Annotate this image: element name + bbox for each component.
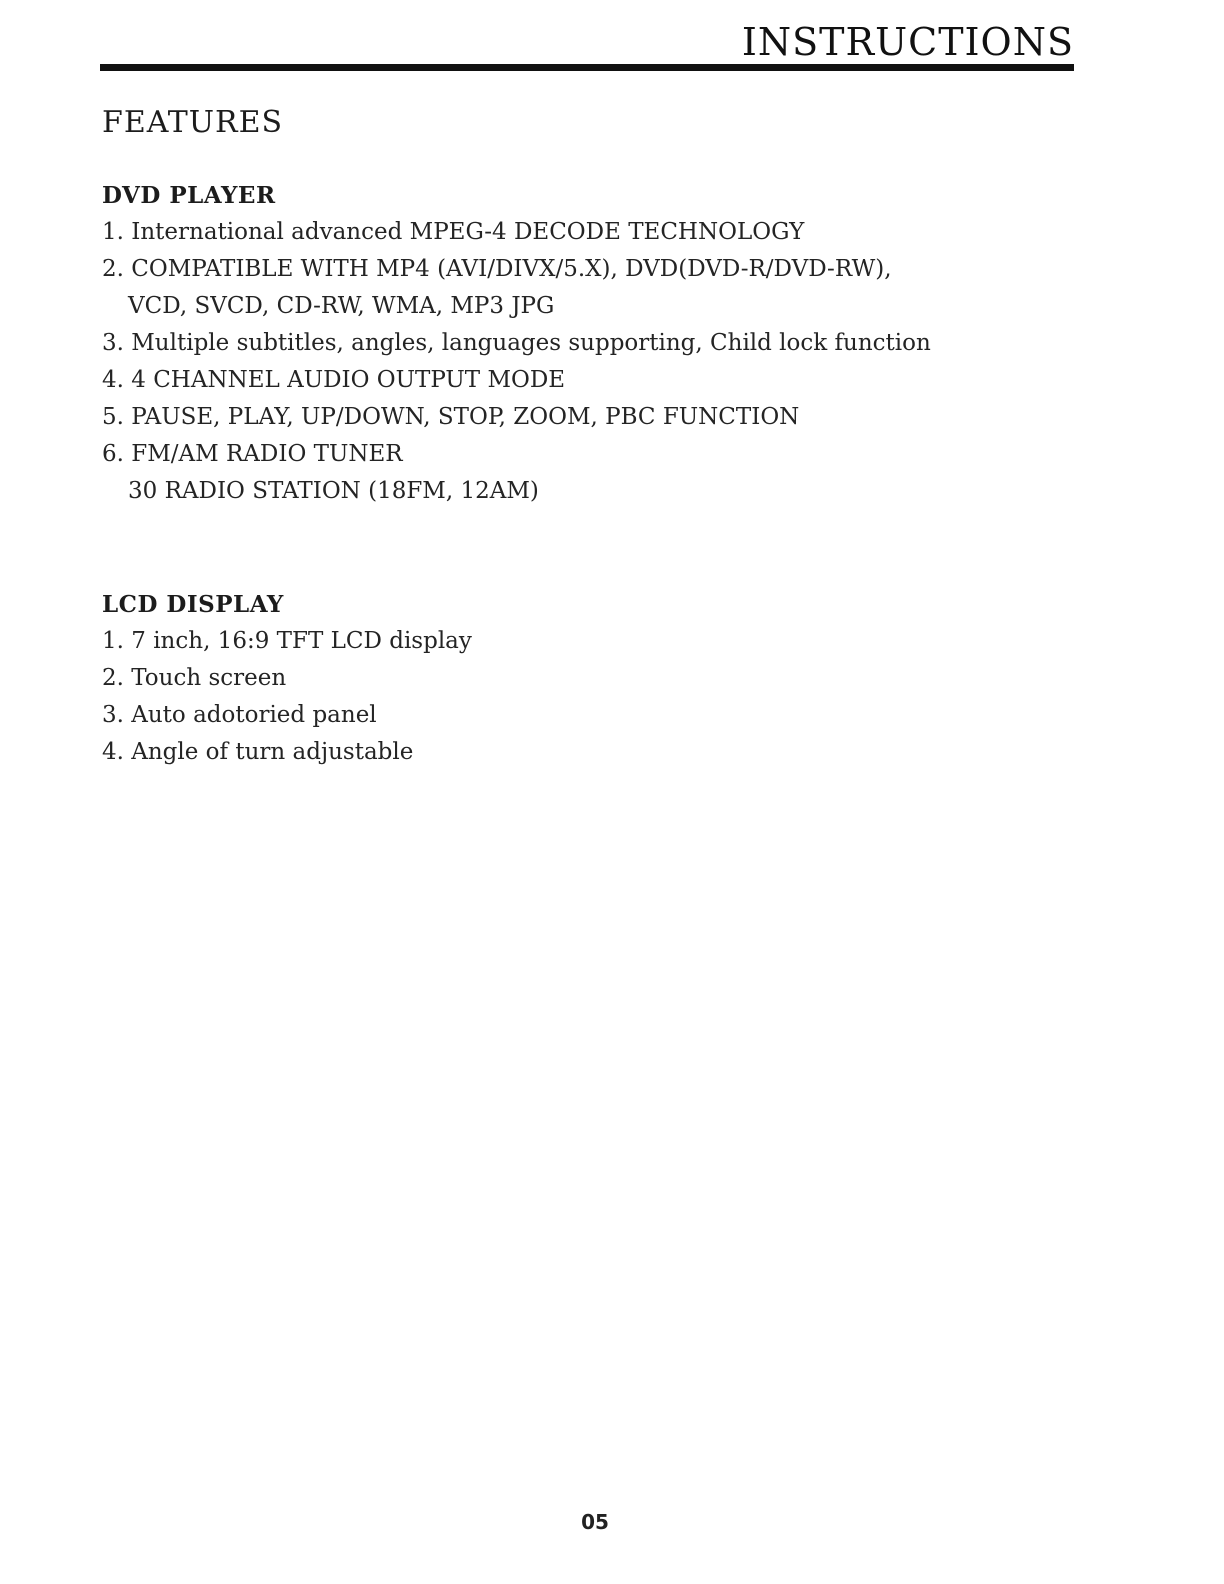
list-item: 4. Angle of turn adjustable bbox=[102, 739, 414, 765]
list-item: 4. 4 CHANNEL AUDIO OUTPUT MODE bbox=[102, 367, 566, 393]
list-item: 2. COMPATIBLE WITH MP4 (AVI/DIVX/5.X), DVD(DVD-R/DVD-RW), bbox=[102, 256, 892, 282]
list-item: 1. 7 inch, 16:9 TFT LCD display bbox=[102, 628, 472, 654]
list-item: 3. Multiple subtitles, angles, languages supporting, Child lock function bbox=[102, 330, 931, 356]
lcd-display-feature-list bbox=[102, 623, 1082, 771]
list-item: 3. Auto adotoried panel bbox=[102, 702, 377, 728]
list-item-continuation: 30 RADIO STATION (18FM, 12AM) bbox=[128, 478, 539, 504]
page-number: 05 bbox=[581, 1510, 609, 1534]
list-item: 1. International advanced MPEG-4 DECODE TECHNOLOGY bbox=[102, 219, 805, 245]
dvd-player-heading: DVD PLAYER bbox=[102, 182, 276, 209]
header-rule bbox=[100, 64, 1074, 71]
list-item: 5. PAUSE, PLAY, UP/DOWN, STOP, ZOOM, PBC FUNCTION bbox=[102, 404, 800, 430]
list-item: 6. FM/AM RADIO TUNER bbox=[102, 441, 403, 467]
lcd-display-heading: LCD DISPLAY bbox=[102, 591, 284, 618]
list-item: 2. Touch screen bbox=[102, 665, 287, 691]
header-title: INSTRUCTIONS bbox=[741, 20, 1074, 64]
section-title: FEATURES bbox=[102, 105, 284, 140]
dvd-player-feature-list bbox=[102, 214, 1082, 510]
lcd-display-group bbox=[102, 587, 1082, 771]
dvd-player-group bbox=[102, 178, 1082, 510]
list-item-continuation: VCD, SVCD, CD-RW, WMA, MP3 JPG bbox=[128, 293, 555, 319]
